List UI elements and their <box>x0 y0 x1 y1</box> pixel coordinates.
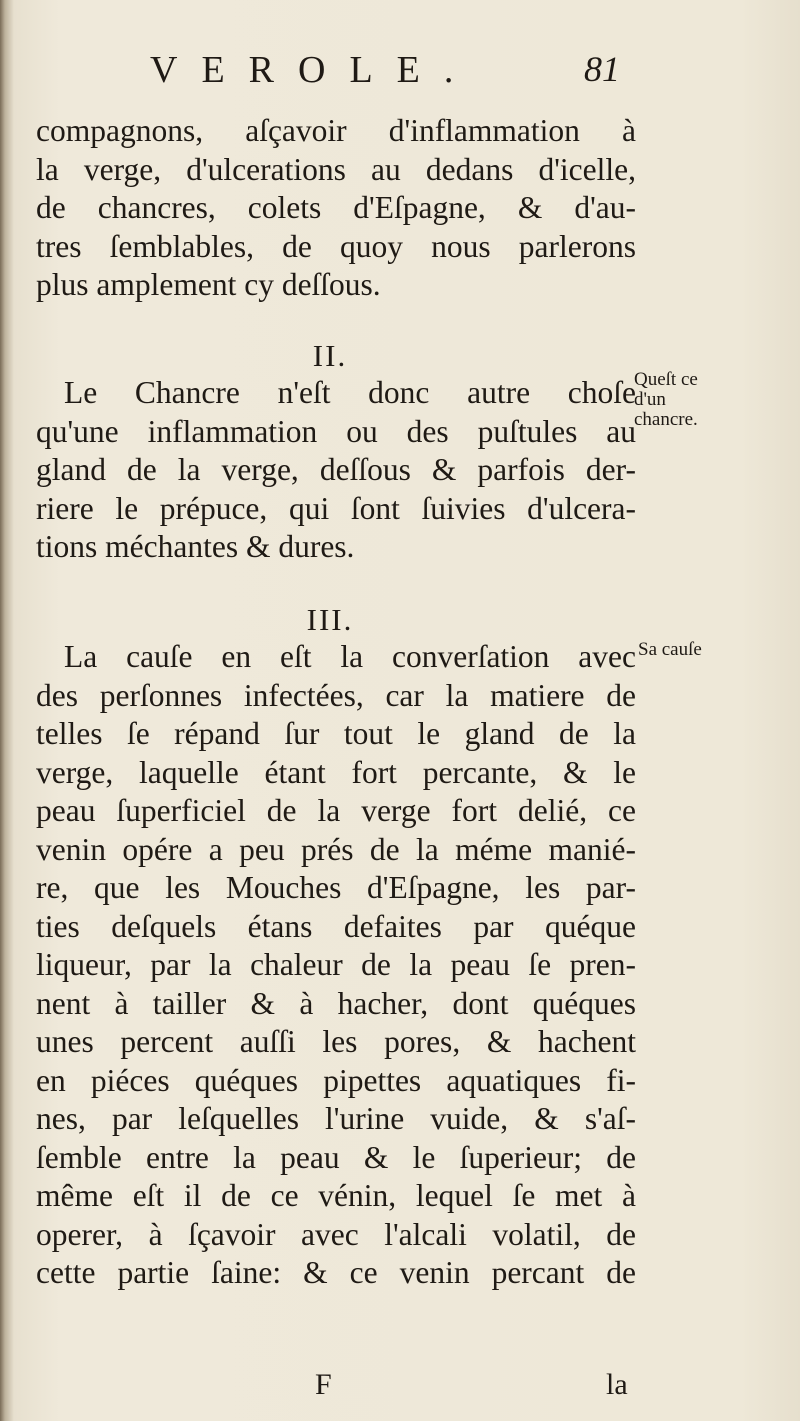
text-line: cette partie ſaine: & ce venin percant de <box>36 1255 636 1290</box>
page-footer <box>0 1368 800 1408</box>
section-number-3: III. <box>306 602 354 637</box>
text-line: gland de la verge, deſſous & parfois der- <box>36 452 636 487</box>
paragraph-1 <box>36 112 636 305</box>
text-line: unes percent auſſi les pores, & hachent <box>36 1024 636 1059</box>
paragraph-3 <box>36 638 636 1293</box>
text-line: des perſonnes infectées, car la matiere de <box>36 677 636 713</box>
catchword: la <box>606 1368 628 1401</box>
marginal-line: Queſt ce <box>634 369 698 390</box>
marginal-line: d'un <box>634 389 666 410</box>
text-line: peau ſuperficiel de la verge fort delié, ce <box>36 793 636 828</box>
text-line: nent à tailler & à hacher, dont quéques <box>36 985 636 1021</box>
page-header <box>0 48 800 108</box>
text-line: re, que les Mouches d'Eſpagne, les par- <box>36 870 636 905</box>
marginal-note-cause: Sa cauſe <box>638 639 702 660</box>
page-number: 81 <box>584 49 620 89</box>
section-number-2: II. <box>312 338 348 373</box>
text-line: tions méchantes & dures. <box>36 529 355 564</box>
marginal-line: chancre. <box>634 409 698 430</box>
text-line: de chancres, colets d'Eſpagne, & d'au- <box>36 190 636 225</box>
text-line: La cauſe en eſt la converſation avec <box>64 639 636 674</box>
marginal-note-chancre <box>634 370 698 430</box>
text-line: verge, laquelle étant fort percante, & le <box>36 754 636 790</box>
text-line: ties deſquels étans defaites par quéque <box>36 908 636 944</box>
text-line: qu'une inflammation ou des puſtules au <box>36 413 636 449</box>
text-line: nes, par leſquelles l'urine vuide, & s'aſ- <box>36 1101 636 1136</box>
running-title: VEROLE. <box>150 49 478 91</box>
text-line: ſemble entre la peau & le ſuperieur; de <box>36 1139 636 1175</box>
text-line: riere le prépuce, qui ſont ſuivies d'ulcera- <box>36 490 636 526</box>
text-line: venin opére a peu prés de la méme manié- <box>36 831 636 867</box>
text-line: liqueur, par la chaleur de la peau ſe pren- <box>36 947 636 982</box>
text-line: tres ſemblables, de quoy nous parlerons <box>36 228 636 264</box>
text-line: en piéces quéques pipettes aquatiques fi- <box>36 1062 636 1098</box>
text-line: la verge, d'ulcerations au dedans d'icelle, <box>36 151 636 187</box>
paragraph-2 <box>36 374 636 567</box>
text-line: compagnons, aſçavoir d'inflammation à <box>36 113 636 148</box>
text-line: telles ſe répand ſur tout le gland de la <box>36 716 636 751</box>
signature-mark: F <box>315 1368 332 1401</box>
text-line: Le Chancre n'eſt donc autre choſe <box>64 375 636 410</box>
text-line: plus amplement cy deſſous. <box>36 267 381 302</box>
text-line: operer, à ſçavoir avec l'alcali volatil, de <box>36 1216 636 1252</box>
text-line: même eſt il de ce vénin, lequel ſe met à <box>36 1178 636 1213</box>
